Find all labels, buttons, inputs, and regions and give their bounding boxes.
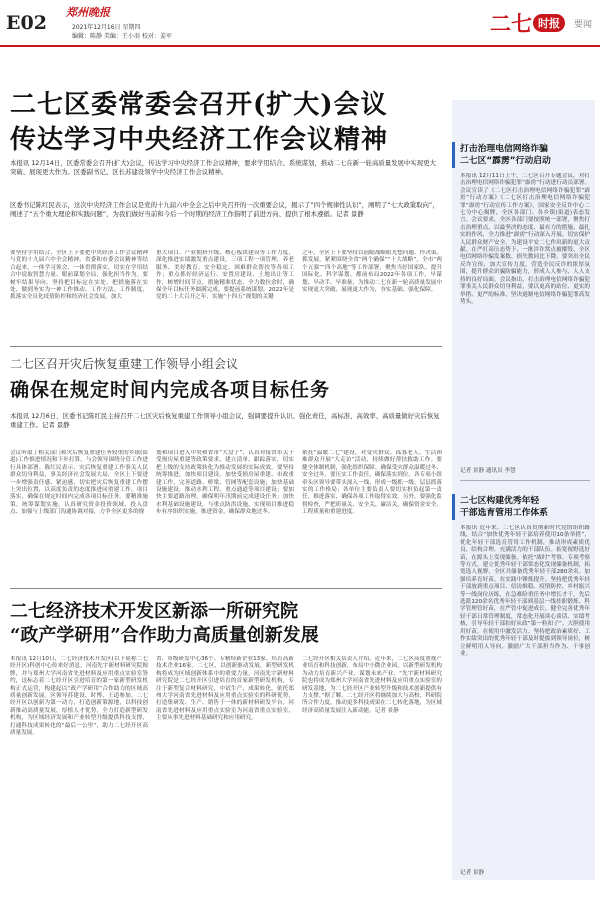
header-divider bbox=[0, 45, 600, 47]
section-label: 要闻 bbox=[573, 19, 592, 30]
editor-credits: 编辑：陈静 美编：王小羽 校对：姜军 bbox=[72, 33, 172, 40]
article2-headline: 确保在规定时间内完成各项目标任务 bbox=[10, 379, 331, 401]
sidebar-story1-title-line1: 打击治理电信网络诈骗 bbox=[460, 144, 548, 154]
sidebar-story2-body: 本报讯 近年来，二七区认真贯彻新时代党的组织路线，结合“加快优秀年轻干部培养使用10条举措”，优化年轻干部选育管用工作机制，推动形成素质优良、结构合理、充满活力的干部队伍。拓宽视野选好苗，在源头上发现储备。依托“战时”考察、专项考察等方式，建立优秀年轻干部常态化发现储备机制，拓宽选人视野，全区共储备优秀年轻干部280余名。加强培养育好苗，在实践中锤炼提升。坚持把优秀年轻干部放到重点项目、信访维稳、疫情防控、乡村振兴等一线岗位历练，在急难险重任务中增长才干，先后选派120余名优秀年轻干部到基层一线挂职锻炼。科学管理管好苗，在严管中促进成长。健全完善优秀年轻干部日常管理制度，常态化开展谈心谈话、实绩考核，引导年轻干部扣好从政“第一粒扣子”。大胆使用用好苗，在使用中激发活力。坚持把政治素质好、工作实绩突出的优秀年轻干部及时提拔到领导岗位，树立鲜明用人导向，激励广大干部担当作为、干事创业。 bbox=[460, 525, 590, 657]
logo-main-text: 二七 bbox=[489, 11, 532, 36]
sidebar-story1-byline: 记者 景静 通讯员 李慧 bbox=[460, 468, 516, 474]
sidebar-story1-title-line2: 二七区“霹雳”行动启动 bbox=[460, 156, 551, 166]
article2-column-3: 依托“温暖二七”建设，对受灾群众、孤寡老人、生活困难群众开展“大走访”活动，持续做好帮扶救助工作。要健全体制机制，强化组织保障。确保受灾群众温暖过冬、安全过冬。要压实工作责任，确保落实到位。各专项小组牵头区领导要带头深入一线、形成一级抓一级、层层抓落实的工作格局；各单位主要负责人要切实担负起第一责任，推进落实，确保各项工作取得实效。另外，要强化监督检查，严把质量关、安全关、廉洁关，确保资金安全、工程质量和重建进度。 bbox=[302, 450, 442, 516]
masthead-brand: 郑州晚报 bbox=[66, 6, 110, 19]
sidebar-story2-title-line1: 二七区构建优秀年轻 bbox=[460, 496, 540, 506]
article-divider bbox=[10, 588, 442, 589]
article2-kicker: 二七区召开灾后恢复重建工作领导小组会议 bbox=[10, 357, 239, 371]
article2-lead: 本报讯 12月6日，区委书记陈红民主持召开二七区灾后恢复重建工作领导小组会议，强调要提升认识、强化责任，高标准、高效率、高质量做好灾后恢复重建工作。记者 景静 bbox=[10, 412, 440, 429]
sidebar-accent-bar bbox=[452, 494, 455, 520]
article3-column-1: 本报讯 12月10日，二七经济技术开发区(以下简称二七经开区)科创中心传来好消息，河南先宇新材料研究院揭牌，并与郑州大学河南省先进材料及应用重点实验室签约，这标志着二七经开区引进培育的第一家新型研发机构正式运营，构建起以“政产学研用”合作助力的区域高质量创新发展。区领导苏建设、时博、王道参加。二七经开区以创新为第一动力，打造创新策源地，以科技创新推动高质量发展，厚植人才优势，全力打造新型研发机构，为区域经济发展和产业转型升级提供科技支撑，打通科技成果转化的“最后一公里”，助力二七经开区高质量发展。 bbox=[10, 656, 148, 737]
article1-headline-line1: 二七区委常委会召开(扩大)会议 bbox=[10, 90, 388, 120]
article1-headline-line2: 传达学习中央经济工作会议精神 bbox=[10, 125, 389, 155]
sidebar-accent-bar bbox=[452, 142, 455, 168]
article2-column-2: 划和项目进入中央和省市“大盘子”，认真对接省市关于受损房屋重建等政策要求，建立清单、跟踪落实，切实把上级的支持政策转化为推动发展的实际成效。要坚持统筹推进，加快项目建设。加快受损房屋重建、市政重建工作，完善道路、桥梁、管网等配套设施；加快基础设施建设，推动水利工程、重点通道等项目建设；要加快主要道路治理，确保明年汛期前完成建设任务；加快水利基础设施建设，与重点防洪设施，实现项目推进稳步有序组织实施，推进资金，确保群众地过冬。 bbox=[156, 450, 294, 516]
article3-column-3: 二七经开区相关负责人介绍，近年来，二七区高度重视产业培育和科技创新，布局中小微企业园，以新型研发机构为动力培育新兴产业、谋划未来产业。“先宇新材料研究院也将成为郑州大学河南省先进材料及应用重点实验室的研发基地，为二七经开区产业转型升级和技术创新提供有力支撑。”据了解，二七经开区将继续加大与高校、科研院所合作力度，推动更多科技成果在二七转化落地，为区域经济高质量发展注入新动能。记者 景静 bbox=[302, 656, 442, 714]
article1-column-2: 重大项目、产业拥挤升级、核心板块建设等工作力度，深化推进实绩激发重点建设，三项工程一项管理，养老服务、美好教育、安全稳定、困难群众帮扶等各项工作；重点抓好经济运行、安置房建设、土地出让等工作，树增时间节点，措施精准状态，全力数拉余时，确保全年目标任务圆满完成。要提前系统谋划。2022年是党的二十大召开之年、实施“十四五”规划的关键 bbox=[156, 250, 294, 301]
sidebar-story2-title-line2: 干部选育管用工作体系 bbox=[460, 508, 548, 518]
article2-column-1: 会议听取了相关部门和灾后恢复重建任务较重的乡镇(街道)工作推进情况和下步打算，与会领导围绕分管工作进行具体部署。陈红民表示，灾后恢复重建工作事关人民群众切身利益，事关经济社会发展大局，全区上下要进一步增强责任感、紧迫感，切实把灾后恢复重建工作摆上突出位置，以高度负责的态度推进同重建工作。项目落实，确保在规定时间内完成各项目标任务。要精准施策，统筹谋划实施。认真研究资金投资领域、投入盘点、加强与上级部门沟通协调对接，力争全区更多的规 bbox=[10, 450, 148, 516]
article3-headline-line2: “政产学研用”合作助力高质量创新发展 bbox=[10, 625, 319, 646]
news-sidebar bbox=[452, 100, 595, 880]
sidebar-divider bbox=[460, 480, 590, 481]
article1-lead2: 区委书记陈红民表示，这次中央经济工作会议是党的十九届六中全会之后中央召开的一次重要会议，揭示了“四个规律性认识”，阐明了“七大政策取向”，阐述了“五个重大理论和实践问题”，为我们做好当前和今后一个时期的经济工作指明了前进方向、提供了根本遵循。记者 景静 bbox=[10, 201, 439, 218]
sidebar-story1-body: 本报讯 12月11日上午，二七区召开专题会议，对打击治理电信网络诈骗犯罪“霹雳”行动进行动员部署。会议宣读了《二七区打击治理电信网络诈骗犯罪“霹雳”行动方案》《二七区打击治理电信网络诈骗犯罪“霹雳”行动宣传工作方案》，国家安全反诈中心二七分中心揭牌，全区各部门、各乡镇(街道)表态发言。会议要求，全区各部门要按照统一部署，聚焦打击治理重点，以最坚决的态度、最有力的措施、最扎实的作风，全力推进“霹雳”行动深入开展，切实保护人民群众财产安全，为建设平安二七作出新的更大贡献。在严打高压态势下，一批涉诈窝点被摧毁，全区电信网络诈骗发案数、损失数同比下降。要突出全民反诈宣传，加大宣传力度，营造全民反诈的浓厚氛围，提升群众识骗防骗能力，形成人人参与、人人支持的良好局面。会议指出，打击治理电信网络诈骗犯罪事关人民群众切身利益，要以更高的站位、更实的举措、更严的标准，坚决遏制电信网络诈骗犯罪高发势头。 bbox=[460, 173, 590, 305]
article3-headline-line1: 二七经济技术开发区新添一所研究院 bbox=[10, 601, 298, 622]
article1-column-3: 之年，全区上下要坚持以前瞻战略眼光想问题、作决策、抓发展，紧紧围绕全省“两个确保”“十大战略”，全市“两个五强”“四个高地”等工作部署，聚焦当好国家队、提升国际化、科学谋划、都前布局2022年各项工作，早谋划、早动手、早准备，为推动二七在新一轮高质量发展中实现更大突破、展现更大作为，夯实基础、强化保障。 bbox=[302, 250, 442, 294]
issue-date: 2021年12月16日 星期四 bbox=[72, 24, 141, 31]
article-divider bbox=[10, 346, 442, 347]
sidebar-story2-byline: 记者 景静 bbox=[460, 870, 485, 876]
article1-lead: 本报讯 12月14日，区委常委会召开(扩大)会议，传达学习中央经济工作会议精神，要求学用结合、系统谋划，推动二七在新一轮高质量发展中实现更大突破、展现更大作为。区委副书记、区长苏建设领学中央经济工作会议精神。 bbox=[10, 159, 436, 176]
logo-badge: 时报 bbox=[533, 14, 565, 32]
page-number: E02 bbox=[6, 12, 47, 34]
article1-column-1: 要坚持学用结合，全区上下要把中央经济工作会议精神与党的十九届六中全会精神、省委和市委会议精神等结合起来，一体学习领会、一体贯彻落实，切实在学用结合中说取智慧力量、眼前谋划全局，强化担当作为。要树牢结果导向。坚持把目标定在实处、把措施落在实处，做到务实为一神工作推动、工作方法、工作制度、抓落实全员化疫情防控和经济社会发展，加大 bbox=[10, 250, 148, 301]
section-logo bbox=[490, 6, 592, 40]
article3-column-2: 省、市级研发中心36个、专精特新企业13家、培育高新技术企业16家。二七区，以创新驱动发展，新型研发机构将成为区域创新体系中的重要力量。河南先宇新材料研究院是二七经开区引进培育的首家新型研发机构，专注于新型复合材料研究、中试生产、成果转化，依托郑州大学河南省先进材料及应用重点实验室的科研优势，打造集研发、生产、销售于一体的新材料研发平台。河南省先进材料及应用重点实验室为河南省重点实验室，主要从事先进材料基础研究和应用研究。 bbox=[156, 656, 294, 722]
